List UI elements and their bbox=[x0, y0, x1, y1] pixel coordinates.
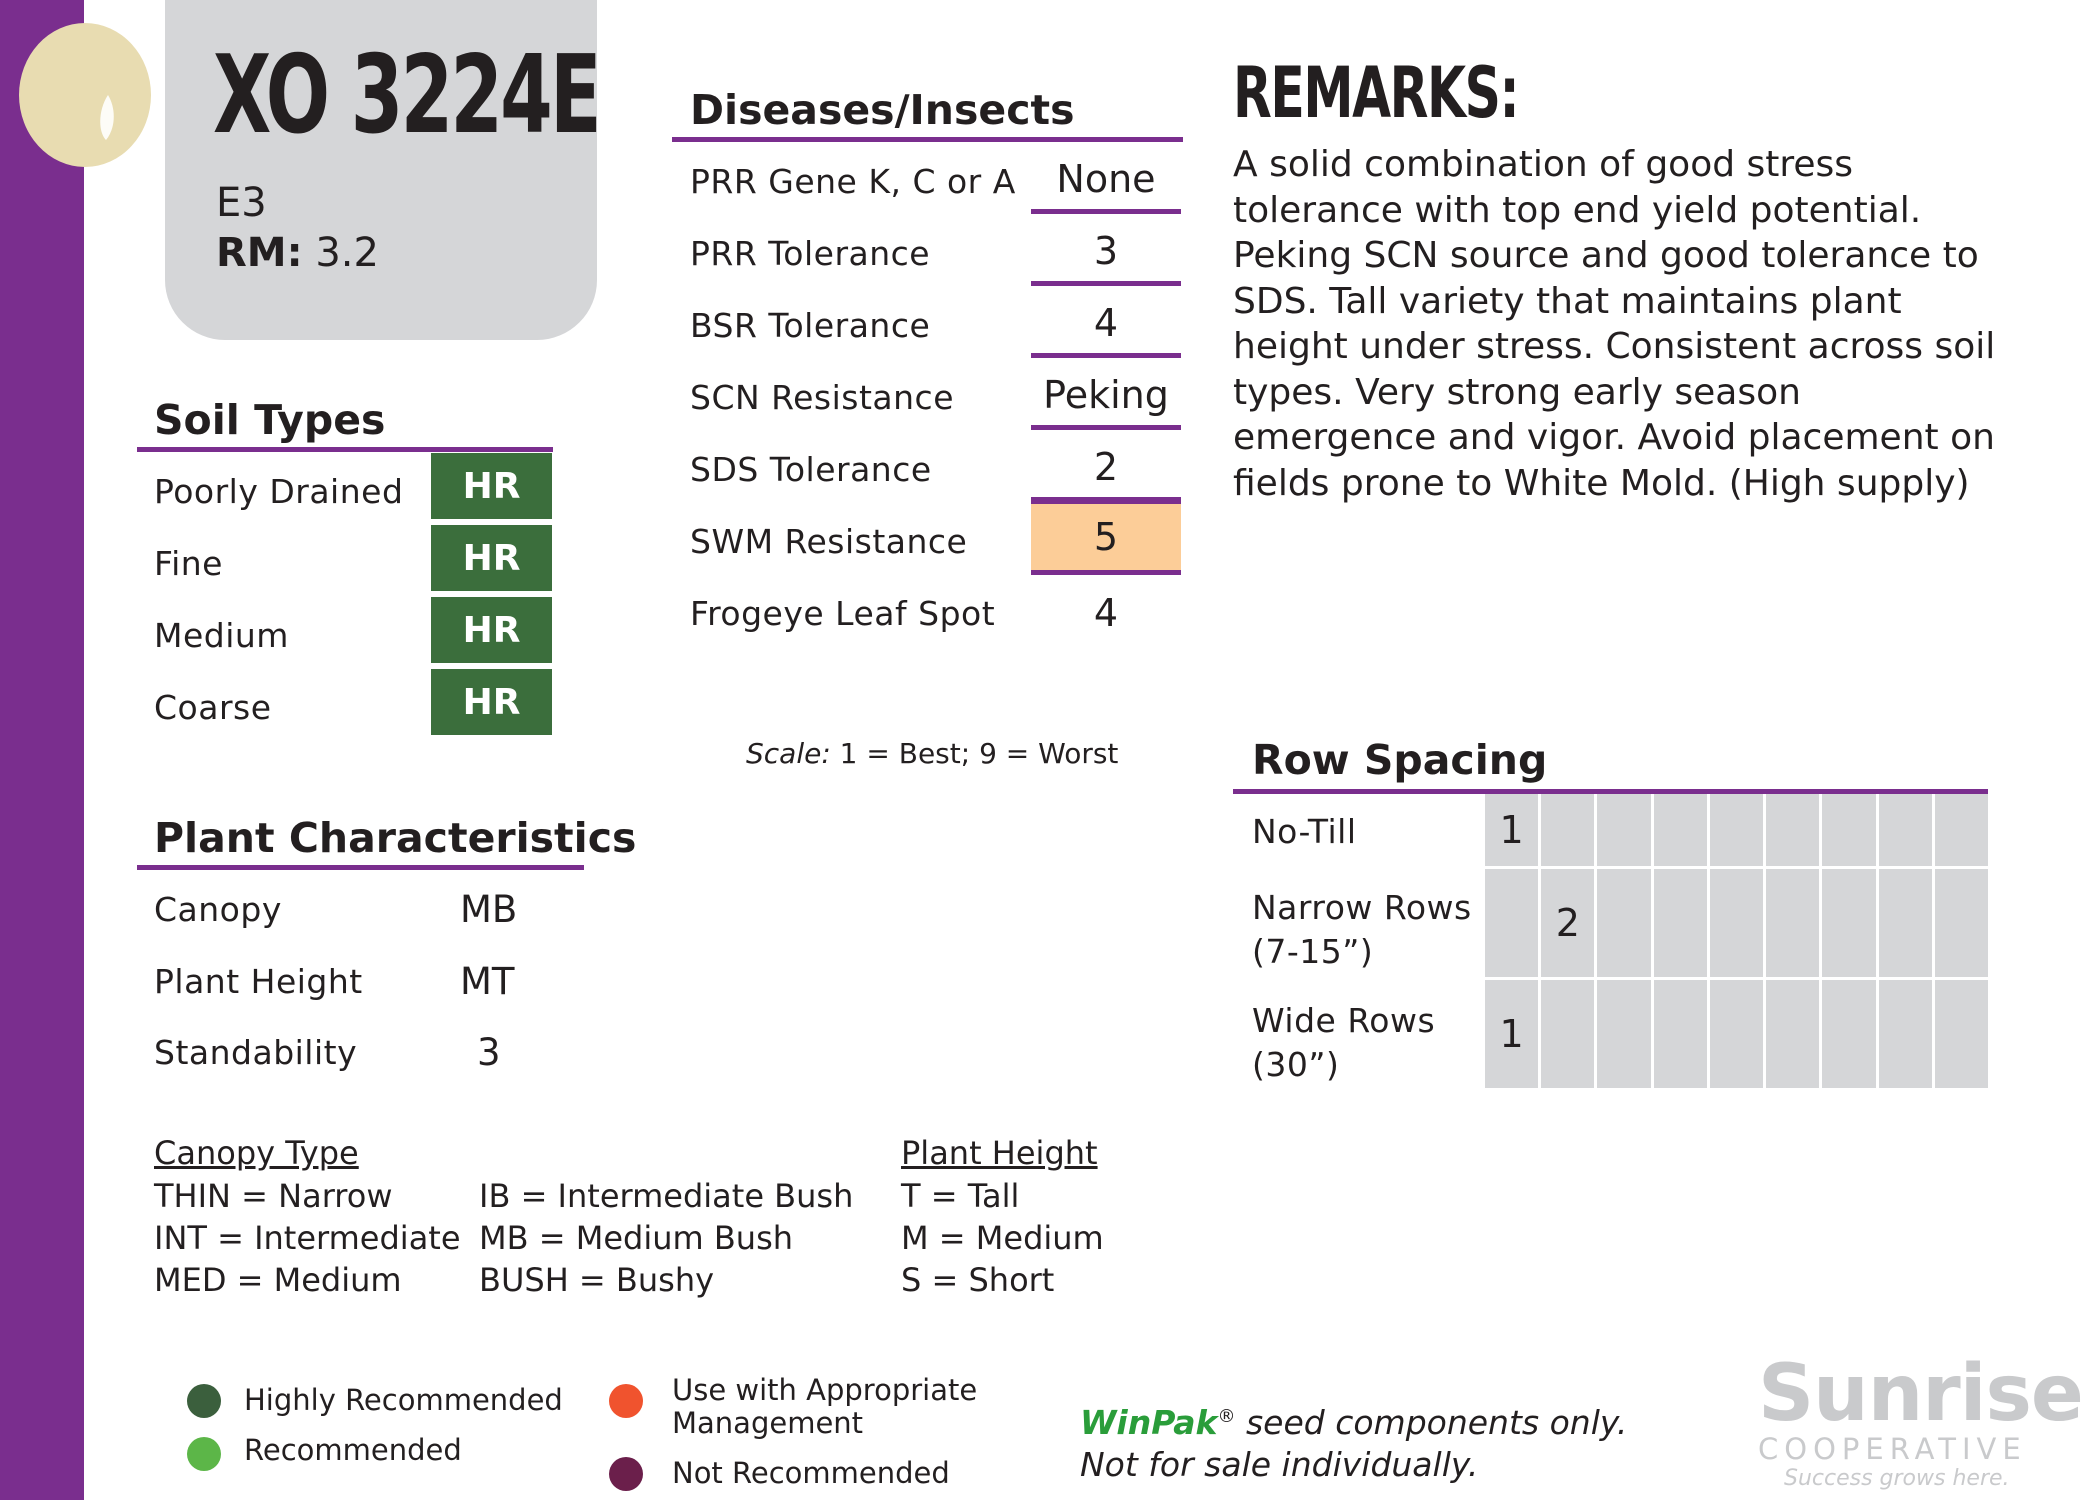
scale-text: 1 = Best; 9 = Worst bbox=[839, 737, 1119, 770]
row-spacing-cell bbox=[1654, 869, 1707, 977]
brand-side-bar bbox=[0, 0, 84, 1500]
legend-item: INT = Intermediate bbox=[154, 1219, 461, 1257]
diseases-rule bbox=[672, 137, 1183, 142]
row-spacing-cell bbox=[1766, 794, 1819, 866]
plant-char-label: Plant Height bbox=[154, 962, 363, 1001]
disease-value: 3 bbox=[1031, 220, 1181, 286]
soil-rating-badge: HR bbox=[431, 669, 552, 735]
sunrise-logo-cooperative: COOPERATIVE bbox=[1758, 1432, 2027, 1466]
recommended-dot-icon bbox=[187, 1437, 221, 1471]
plant-char-value: 3 bbox=[477, 1031, 501, 1074]
sunrise-logo-tagline: Success grows here. bbox=[1784, 1466, 2010, 1491]
relative-maturity bbox=[216, 230, 379, 276]
row-spacing-cell bbox=[1485, 869, 1538, 977]
row-spacing-label-sub: (30”) bbox=[1252, 1045, 1340, 1084]
scale-label: Scale: bbox=[746, 737, 831, 770]
canopy-type-heading: Canopy Type bbox=[154, 1134, 359, 1172]
winpak-brand: WinPak bbox=[1080, 1403, 1218, 1442]
row-spacing-cell bbox=[1766, 869, 1819, 977]
soil-rating-badge: HR bbox=[431, 597, 552, 663]
row-spacing-cell bbox=[1935, 980, 1988, 1088]
disease-label: Frogeye Leaf Spot bbox=[690, 594, 996, 633]
plant-height-heading: Plant Height bbox=[901, 1134, 1098, 1172]
legend-item: MB = Medium Bush bbox=[479, 1219, 794, 1257]
row-spacing-label: No-Till bbox=[1252, 812, 1357, 851]
row-spacing-cell bbox=[1541, 794, 1594, 866]
row-spacing-cell bbox=[1879, 869, 1932, 977]
row-spacing-label: Narrow Rows bbox=[1252, 888, 1472, 927]
highly-recommended-dot-icon bbox=[187, 1384, 221, 1418]
row-spacing-label: Wide Rows bbox=[1252, 1001, 1436, 1040]
row-spacing-cell bbox=[1935, 869, 1988, 977]
legend-item: BUSH = Bushy bbox=[479, 1261, 715, 1299]
disease-value: None bbox=[1031, 148, 1181, 214]
row-spacing-cell bbox=[1822, 794, 1875, 866]
key-label: Use with Appropriate bbox=[672, 1373, 978, 1407]
rm-label: RM: bbox=[216, 230, 303, 276]
sunrise-logo-name: Sunrise bbox=[1758, 1349, 2083, 1439]
row-spacing-rating: 1 bbox=[1485, 980, 1538, 1088]
soil-label: Medium bbox=[154, 616, 289, 655]
row-spacing-label-sub: (7-15”) bbox=[1252, 932, 1374, 971]
plant-char-label: Canopy bbox=[154, 890, 282, 929]
row-spacing-cell bbox=[1822, 980, 1875, 1088]
plant-characteristics-title: Plant Characteristics bbox=[154, 814, 637, 862]
row-spacing-cell bbox=[1654, 980, 1707, 1088]
disease-label: PRR Gene K, C or A bbox=[690, 162, 1016, 201]
soil-label: Poorly Drained bbox=[154, 472, 404, 511]
disease-label: BSR Tolerance bbox=[690, 306, 931, 345]
plant-char-label: Standability bbox=[154, 1033, 358, 1072]
row-spacing-title: Row Spacing bbox=[1252, 736, 1548, 784]
disease-label: SDS Tolerance bbox=[690, 450, 932, 489]
key-label: Not Recommended bbox=[672, 1456, 950, 1490]
legend-item: MED = Medium bbox=[154, 1261, 402, 1299]
winpak-line-2: Not for sale individually. bbox=[1080, 1445, 1479, 1484]
soil-label: Coarse bbox=[154, 688, 272, 727]
winpak-text: seed components only. bbox=[1235, 1403, 1628, 1442]
soil-types-title: Soil Types bbox=[154, 396, 386, 444]
row-spacing-cell bbox=[1710, 980, 1763, 1088]
row-spacing-cell bbox=[1597, 869, 1650, 977]
legend-item: S = Short bbox=[901, 1261, 1055, 1299]
disease-value: 2 bbox=[1031, 436, 1181, 502]
disease-value: Peking bbox=[1031, 364, 1181, 430]
trait-code: E3 bbox=[216, 180, 267, 226]
soybean-icon bbox=[16, 20, 154, 170]
winpak-line-1 bbox=[1080, 1396, 1627, 1444]
legend-item: IB = Intermediate Bush bbox=[479, 1177, 854, 1215]
row-spacing-cell bbox=[1766, 980, 1819, 1088]
soil-label: Fine bbox=[154, 544, 223, 583]
row-spacing-cell bbox=[1710, 794, 1763, 866]
not-recommended-dot-icon bbox=[609, 1457, 643, 1491]
rm-value: 3.2 bbox=[315, 230, 379, 276]
row-spacing-cell bbox=[1879, 980, 1932, 1088]
row-spacing-cell bbox=[1710, 869, 1763, 977]
key-label: Management bbox=[672, 1406, 864, 1440]
winpak-registered-mark: ® bbox=[1217, 1406, 1236, 1427]
disease-label: SWM Resistance bbox=[690, 522, 968, 561]
soil-types-rule bbox=[137, 447, 553, 452]
use-with-management-dot-icon bbox=[609, 1384, 643, 1418]
disease-value: 4 bbox=[1093, 591, 1119, 635]
row-spacing-cell bbox=[1935, 794, 1988, 866]
key-label: Highly Recommended bbox=[244, 1383, 563, 1417]
row-spacing-cell bbox=[1822, 869, 1875, 977]
row-spacing-rating: 1 bbox=[1485, 794, 1538, 866]
soil-rating-badge: HR bbox=[431, 453, 552, 519]
plant-char-value: MB bbox=[460, 888, 518, 931]
plant-characteristics-rule bbox=[137, 865, 584, 870]
legend-item: M = Medium bbox=[901, 1219, 1104, 1257]
disease-label: SCN Resistance bbox=[690, 378, 954, 417]
rating-scale-note bbox=[746, 737, 1118, 770]
plant-char-value: MT bbox=[460, 960, 515, 1003]
row-spacing-cell bbox=[1654, 794, 1707, 866]
soil-rating-badge: HR bbox=[431, 525, 552, 591]
row-spacing-cell bbox=[1541, 980, 1594, 1088]
product-name: XO 3224E bbox=[213, 33, 599, 158]
winpak-note bbox=[1080, 1396, 1627, 1486]
diseases-title: Diseases/Insects bbox=[690, 86, 1075, 134]
disease-value: 4 bbox=[1031, 292, 1181, 358]
row-spacing-cell bbox=[1597, 980, 1650, 1088]
row-spacing-cell bbox=[1597, 794, 1650, 866]
remarks-title: REMARKS: bbox=[1233, 52, 1519, 134]
row-spacing-rating: 2 bbox=[1541, 869, 1594, 977]
key-label: Recommended bbox=[244, 1433, 462, 1467]
legend-item: THIN = Narrow bbox=[154, 1177, 393, 1215]
disease-value-highlighted: 5 bbox=[1031, 499, 1181, 575]
legend-item: T = Tall bbox=[901, 1177, 1020, 1215]
row-spacing-cell bbox=[1879, 794, 1932, 866]
remarks-text: A solid combination of good stress tolerance with top end yield potential. Peking SCN source and good tolerance to SDS. Tall variety that maintains plant height under stress. Consistent across soil types. Very strong early season emergence and vigor. Avoid placement on fields prone to White Mold. (High supply) bbox=[1233, 144, 1996, 504]
disease-label: PRR Tolerance bbox=[690, 234, 931, 273]
row-spacing-grid bbox=[1485, 794, 1988, 1092]
